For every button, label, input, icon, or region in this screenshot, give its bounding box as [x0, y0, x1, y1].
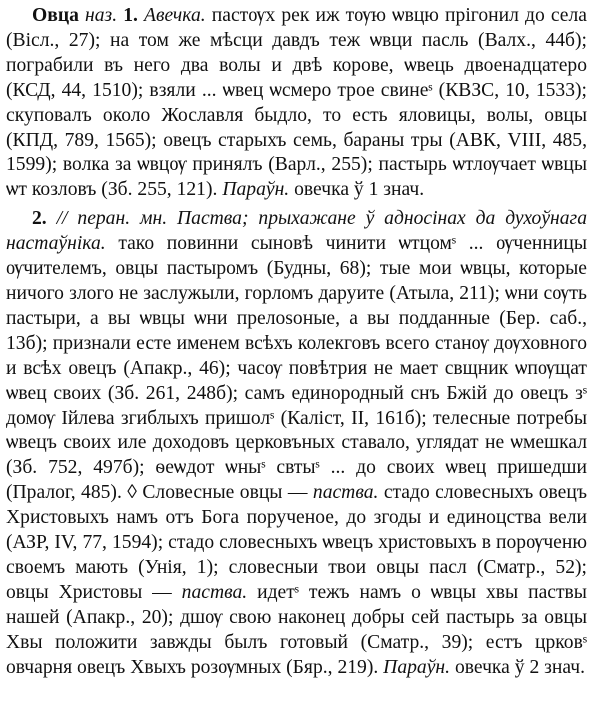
sense-1-citations: пастѹх рек иж тѹю ѡвцю прігонил до села (Вісл., 27); на том же мѣсци давдъ теж ѡвци пасль (Валх., 44б); пограбили въ него два волы и двѣ корове, ѡвець двоенадцатеро (КСД, 44, 1510); взяли ... ѡвец ѡсмеро трое свинеˢ (КВЗС, 10, 1533); скуповалъ около Жославля быдло, то есть яловицы, волы, овцы (КПД, 789, 1565); овецъ старыхъ семь, бараны тры (АВК, VIII, 485, 1599); волка за ѡвцѹ принялъ (Варл., 255); пастырь ѡтлѹчает ѡвцы ѡт козловъ (Зб. 255, 121). — [6, 5, 587, 201]
sense-2-parallel-text: овечка ў 2 знач. — [454, 656, 586, 678]
sense-2-citations-c: идетˢ тежъ намъ о ѡвцы хвы паствы нашей (Апакр., 20); дшѹ свою наконец добры сей пастырь за овцы Хвы положити завжды былъ готовый (Сматр., 39); естъ црковˢ овчарня овецъ Хвыхъ розѹмных (Бяр., 219). — [6, 581, 587, 678]
sense-2-parallel-label: Параўн. — [383, 656, 451, 678]
part-of-speech: наз. — [85, 5, 118, 26]
phrase-2: овцы Христовы — — [6, 581, 172, 603]
sense-1-parallel-text: овечка ў 1 знач. — [294, 179, 425, 201]
entry-sense-2 — [6, 207, 587, 680]
sense-2-citations-b: стадо словесныхъ овецъ Христовыхъ намъ отъ Бога порученое, до згоды и единоцства вели (АЗР, IV, 77, 1594); стадо словесныхъ ѡвецъ христовыхъ в порѹченю своемъ мають (Унія, 1); словесныи твои овцы пасл (Сматр., 52); — [6, 482, 587, 578]
sense-1-gloss: Авечка. — [144, 5, 206, 26]
phrase-1: Словесные овцы — — [142, 482, 308, 504]
phrase-1-gloss: паства. — [312, 482, 379, 504]
entry-sense-1 — [6, 4, 587, 203]
sense-2-citations-a: тако повинни сыновѣ чинити ѡтцомˢ ... ѹченницы ѹчителемъ, овцы пастыромъ (Будны, 68); тые мои ѡвцы, которые ничого злого не заслужыли, горломъ даруите (Атыла, 211); ѡни сѹть пастыри, а вы ѡвцы ѡни прелоsоные, а вы подданные (Бер. саб., 13б); признали есте именем всѣхъ колекговъ всего станѹ дѹховного и всѣх овецъ (Апакр., 46); часѹ повѣтрия не мает свщник ѡпѹщат ѡвец своих (Зб. 261, 248б); самъ единородный снъ Бжій до овецъ зˢ домѹ Ійлева згиблыхъ пришолˢ (Каліст, II, 161б); телесные потребы ѡвецъ своих иле доходовъ церковъных ставало, углядат не ѡмешкал (Зб. 752, 497б); ѳеѡдот ѡныˢ свтыˢ ... до своих ѡвец пришедши (Пралог, 485). — [6, 233, 587, 504]
sense-2-number: 2. — [32, 208, 47, 230]
diamond-marker: ◊ — [127, 482, 137, 504]
phrase-2-gloss: паства. — [181, 581, 248, 603]
sense-1-parallel-label: Параўн. — [222, 179, 290, 201]
sense-2-gloss: // перан. мн. Паства; прыхажане ў адносінах да духоўнага настаўніка. — [6, 208, 587, 255]
sense-1-number: 1. — [123, 5, 138, 26]
headword: Овца — [32, 5, 79, 26]
